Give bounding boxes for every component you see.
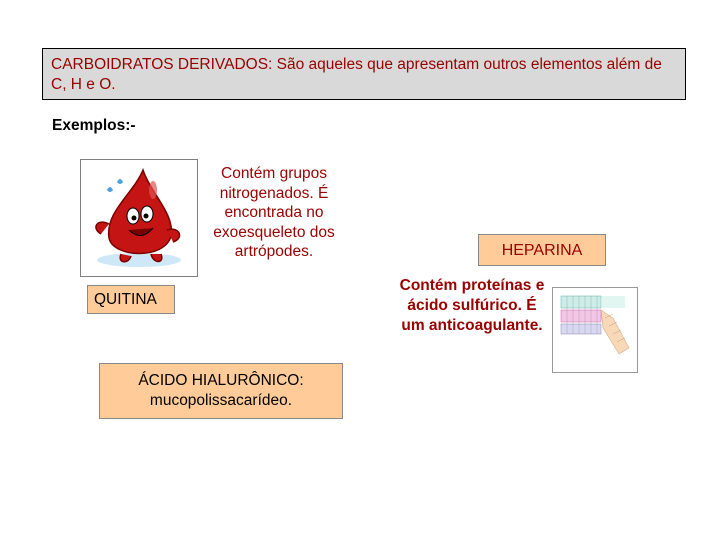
chitin-description: Contém grupos nitrogenados. É encontrada no exoesqueleto dos artrópodes.: [213, 165, 335, 260]
blood-drop-icon: [81, 160, 197, 276]
title-text: CARBOIDRATOS DERIVADOS: São aqueles que apresentam outros elementos além de C, H e O.: [51, 56, 662, 93]
heparin-description: Contém proteínas e ácido sulfúrico. É um anticoagulante.: [399, 277, 545, 334]
heparin-label: HEPARINA: [478, 234, 606, 266]
blood-drop-image: [80, 159, 198, 277]
chitin-label: QUITINA: [87, 285, 175, 314]
test-strip-chart-icon: [553, 288, 637, 372]
heparin-image: [552, 287, 638, 373]
title-box: [42, 48, 686, 100]
hyaluronic-label: ÁCIDO HIALURÔNICO: mucopolissacarídeo.: [99, 363, 343, 419]
examples-label: Exemplos:-: [52, 117, 136, 134]
